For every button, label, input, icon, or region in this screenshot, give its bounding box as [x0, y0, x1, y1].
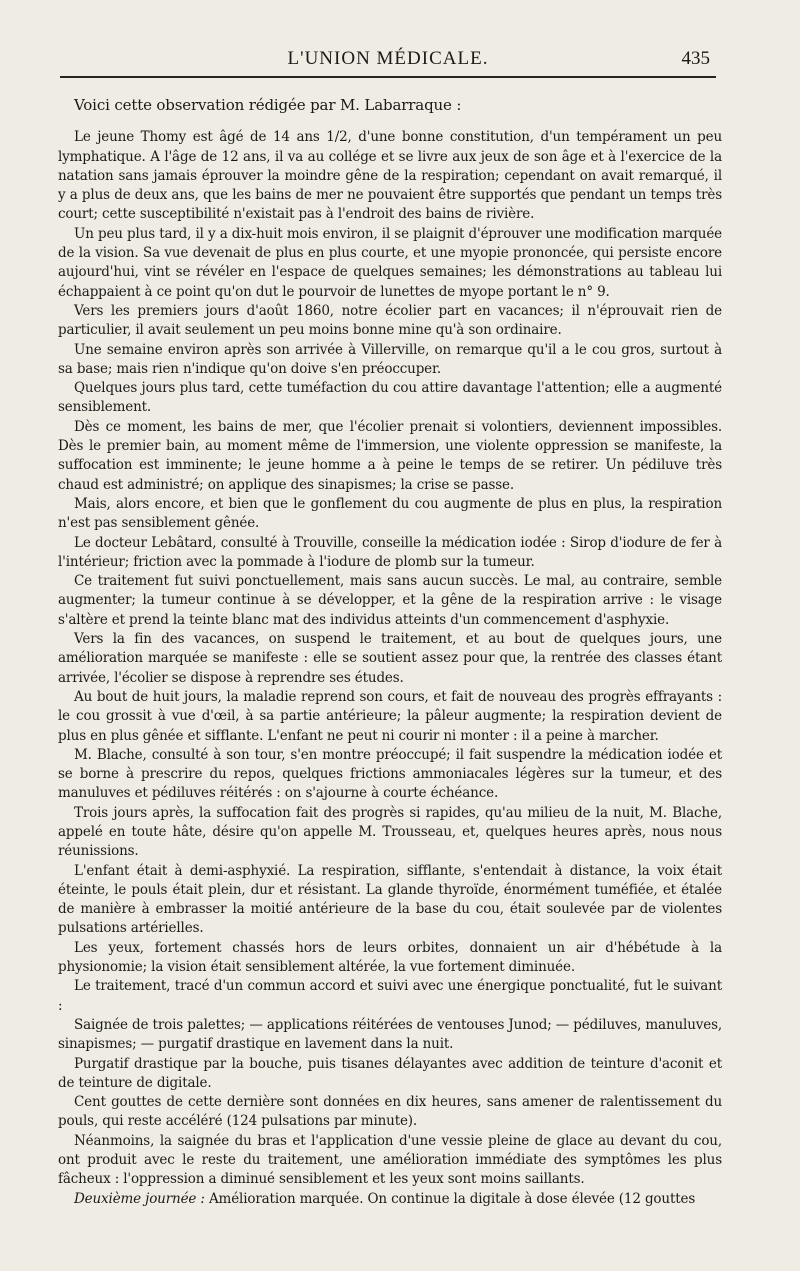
- paragraph: Un peu plus tard, il y a dix-huit mois environ, il se plaignit d'éprouver une modification marquée de la vision. Sa vue devenait de plus en plus courte, et une myopie prononcée, qui persiste encore aujourd'hui, vint se révéler en l'espace de quelques semaines; les démonstrations au tableau lui échappaient à ce point qu'on dut le pourvoir de lunettes de myope portant le n° 9.: [58, 225, 722, 300]
- paragraphs: [58, 128, 722, 1189]
- paragraph: Vers les premiers jours d'août 1860, notre écolier part en vacances; il n'éprouvait rien de particulier, il avait seulement un peu moins bonne mine qu'à son ordinaire.: [58, 302, 722, 339]
- paragraph: Une semaine environ après son arrivée à Villerville, on remarque qu'il a le cou gros, surtout à sa base; mais rien n'indique qu'on doive s'en préoccuper.: [58, 341, 722, 377]
- paragraph-last-lead: Deuxième journée :: [74, 1190, 205, 1207]
- paragraph: Cent gouttes de cette dernière sont données en dix heures, sans amener de ralentissement du pouls, qui reste accéléré (124 pulsations par minute).: [58, 1094, 722, 1130]
- paragraph: Ce traitement fut suivi ponctuellement, mais sans aucun succès. Le mal, au contraire, semble augmenter; la tumeur continue à se développer, et la gêne de la respiration arrive : le visage s'altère et prend la teinte blanc mat des individus atteints d'un commencement d'asphyxie.: [58, 573, 722, 628]
- paragraph: Saignée de trois palettes; — applications réitérées de ventouses Junod; — pédiluves, manuluves, sinapismes; — purgatif drastique en lavement dans la nuit.: [58, 1016, 722, 1053]
- paragraph: Trois jours après, la suffocation fait des progrès si rapides, qu'au milieu de la nuit, M. Blache, appelé en toute hâte, désire qu'on appelle M. Trousseau, et, quelques heures après, nous nous réunissions.: [58, 804, 722, 860]
- paragraph: Purgatif drastique par la bouche, puis tisanes délayantes avec addition de teinture d'aconit et de teinture de digitale.: [58, 1055, 722, 1091]
- paragraph-last: [58, 1190, 722, 1209]
- page-header: [60, 42, 716, 78]
- paragraph: Dès ce moment, les bains de mer, que l'écolier prenait si volontiers, deviennent impossibles. Dès le premier bain, au moment même de l'immersion, une violente oppression se manifeste, la suffocation est imminente; le jeune homme a à peine le temps de se retirer. Un pédiluve très chaud est administré; on applique des sinapismes; la crise se passe.: [58, 418, 722, 493]
- paragraph: Le jeune Thomy est âgé de 14 ans 1/2, d'une bonne constitution, d'un tempérament un peu lymphatique. A l'âge de 12 ans, il va au collége et se livre aux jeux de son âge et à l'exercice de la natation sans jamais éprouver la moindre gêne de la respiration; cependant on avait remarqué, il y a plus de deux ans, que les bains de mer ne pouvaient être supportés que pendant un temps très court; cette susceptibilité n'existait pas à l'endroit des bains de rivière.: [58, 129, 722, 223]
- intro-line: Voici cette observation rédigée par M. Labarraque :: [74, 96, 462, 114]
- page-number: 435: [681, 48, 710, 69]
- paragraph-last-text: Amélioration marquée. On continue la digitale à dose élevée (12 gouttes: [204, 1190, 696, 1207]
- body-text: [58, 96, 722, 1209]
- paragraph: Au bout de huit jours, la maladie reprend son cours, et fait de nouveau des progrès effrayants : le cou grossit à vue d'œil, à sa partie antérieure; la pâleur augmente; la respiration devient de plus en plus gênée et sifflante. L'enfant ne peut ni courir ni monter : il a peine à marcher.: [58, 688, 722, 744]
- paragraph: Le traitement, tracé d'un commun accord et suivi avec une énergique ponctualité, fut le suivant :: [58, 978, 722, 1014]
- paragraph: Le docteur Lebâtard, consulté à Trouville, conseille la médication iodée : Sirop d'iodure de fer à l'intérieur; friction avec la pommade à l'iodure de plomb sur la tumeur.: [58, 534, 722, 570]
- paragraph: Vers la fin des vacances, on suspend le traitement, et au bout de quelques jours, une amélioration marquée se manifeste : elle se soutient assez pour que, la rentrée des classes étant arrivée, l'écolier se dispose à reprendre ses études.: [58, 631, 722, 686]
- paragraph: M. Blache, consulté à son tour, s'en montre préoccupé; il fait suspendre la médication iodée et se borne à prescrire du repos, quelques frictions ammoniacales légères sur la tumeur, et des manuluves et pédiluves réitérés : on s'ajourne à courte échéance.: [58, 746, 722, 802]
- paragraph: Mais, alors encore, et bien que le gonflement du cou augmente de plus en plus, la respiration n'est pas sensiblement gênée.: [58, 495, 722, 532]
- paragraph: Les yeux, fortement chassés hors de leurs orbites, donnaient un air d'hébétude à la physionomie; la vision était sensiblement altérée, la vue fortement diminuée.: [58, 939, 722, 976]
- paragraph: Néanmoins, la saignée du bras et l'application d'une vessie pleine de glace au devant du cou, ont produit avec le reste du traitement, une amélioration immédiate des symptômes les plus fâcheux : l'oppression a diminué sensiblement et les yeux sont moins saillants.: [58, 1132, 722, 1188]
- paragraph: Quelques jours plus tard, cette tuméfaction du cou attire davantage l'attention; elle a augmenté sensiblement.: [58, 380, 722, 416]
- running-title: L'UNION MÉDICALE.: [287, 48, 489, 69]
- paragraph: L'enfant était à demi-asphyxié. La respiration, sifflante, s'entendait à distance, la voix était éteinte, le pouls était plein, dur et résistant. La glande thyroïde, énormément tuméfiée, et étalée de manière à embrasser la moitié antérieure de la base du cou, était soulevée par de violentes pulsations artérielles.: [58, 862, 722, 937]
